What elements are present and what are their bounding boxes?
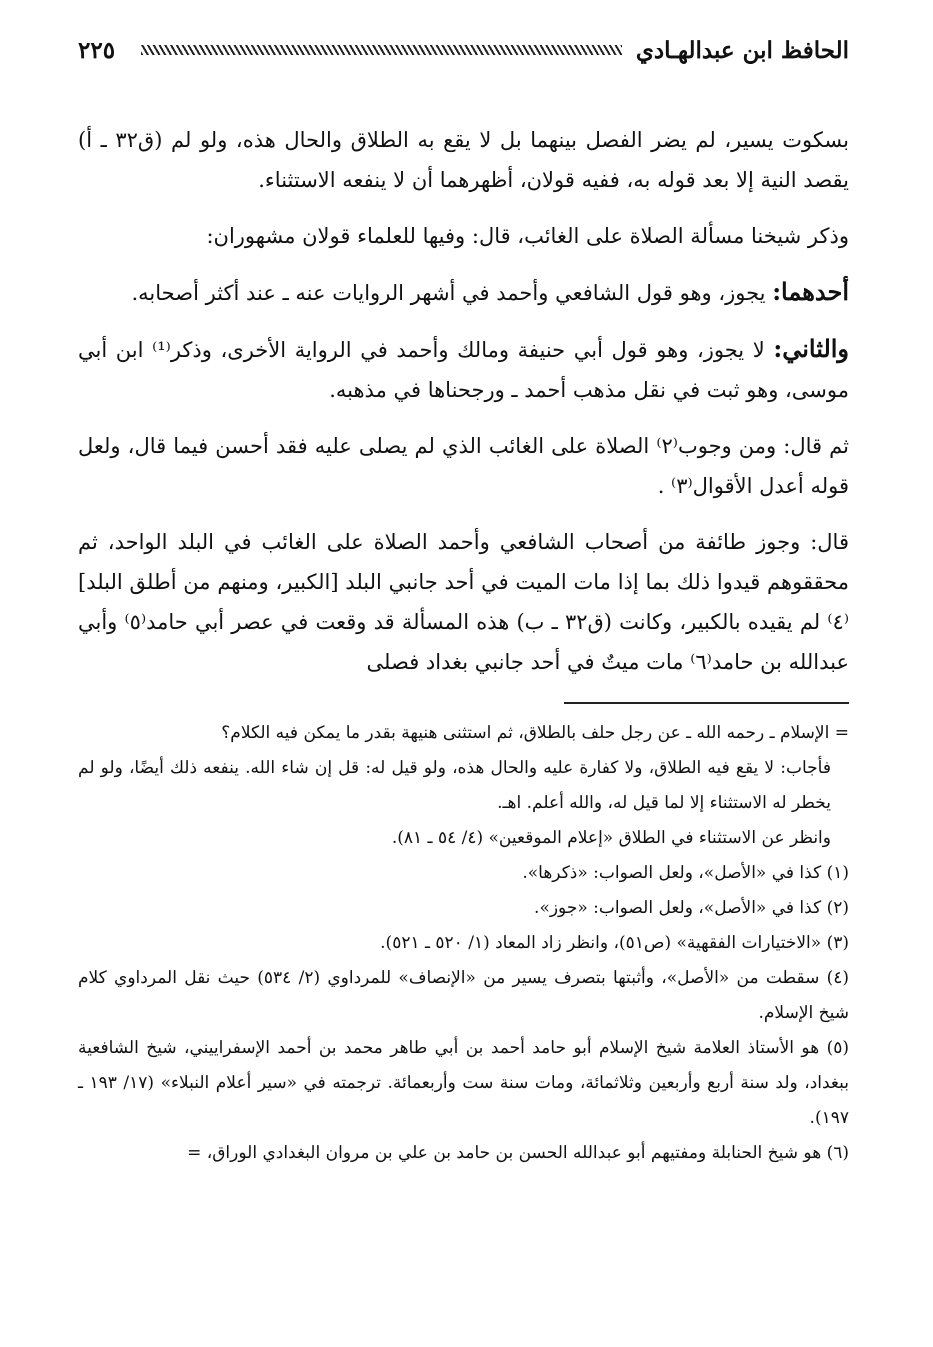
paragraph: ثم قال: ومن وجوب⁽٢⁾ الصلاة على الغائب الذي لم يصلى عليه فقد أحسن فيما قال، ولعل قوله أعدل الأقوال⁽٣⁾ . xyxy=(78,434,849,498)
paragraph-text: يجوز، وهو قول الشافعي وأحمد في أشهر الروايات عنه ـ عند أكثر أصحابه. xyxy=(131,281,773,305)
footnote-item: (٤) سقطت من «الأصل»، وأثبتها بتصرف يسير من «الإنصاف» للمرداوي (٢/ ٥٣٤) حيث نقل المرداوي كلام شيخ الإسلام. xyxy=(78,968,849,1023)
paragraph-lead: والثاني: xyxy=(773,334,850,363)
footnote-continuation: فأجاب: لا يقع فيه الطلاق، ولا كفارة عليه والحال هذه، ولو قيل له: قل إن شاء الله. ينفعه ذلك أيضًا، ولو لم يخطر له الاستثناء إلا لما قيل له، والله أعلم. اهـ. xyxy=(78,758,831,813)
footnote-item: (٢) كذا في «الأصل»، ولعل الصواب: «جوز». xyxy=(534,898,849,918)
page-number: ٢٢٥ xyxy=(78,36,116,64)
paragraph xyxy=(78,272,849,313)
paragraph: بسكوت يسير، لم يضر الفصل بينهما بل لا يقع به الطلاق والحال هذه، ولو لم (ق٣٢ ـ أ) يقصد النية إلا بعد قوله به، ففيه قولان، أظهرهما أن لا ينفعه الاستثناء. xyxy=(78,128,849,192)
footnote-item: (١) كذا في «الأصل»، ولعل الصواب: «ذكرها». xyxy=(522,863,849,883)
paragraph: وذكر شيخنا مسألة الصلاة على الغائب، قال: وفيها للعلماء قولان مشهوران: xyxy=(206,224,849,248)
footnote-divider xyxy=(564,702,849,704)
main-text xyxy=(78,120,849,682)
footnote-item: (٦) هو شيخ الحنابلة ومفتيهم أبو عبدالله الحسن بن حامد بن علي بن مروان البغدادي الوراق، = xyxy=(187,1143,849,1163)
footnote-item: (٥) هو الأستاذ العلامة شيخ الإسلام أبو حامد أحمد بن أبي طاهر محمد بن أحمد الإسفراييني، شيخ الشافعية ببغداد، ولد سنة أربع وأربعين وثلاثمائة، ومات سنة ست وأربعمائة. ترجمته في «سير أعلام النبلاء» (١٧/ ١٩٣ ـ ١٩٧). xyxy=(78,1038,849,1128)
paragraph: قال: وجوز طائفة من أصحاب الشافعي وأحمد الصلاة على الغائب في البلد الواحد، ثم محققوهم قيدوا ذلك بما إذا مات الميت في أحد جانبي البلد [الكبير، ومنهم من أطلق البلد]⁽٤⁾ لم يقيده بالكبير، وكانت (ق٣٢ ـ ب) هذه المسألة قد وقعت في عصر أبي حامد⁽٥⁾ وأبي عبدالله بن حامد⁽٦⁾ مات ميتٌ في أحد جانبي بغداد فصلى xyxy=(78,530,849,674)
footnote-continuation: وانظر عن الاستثناء في الطلاق «إعلام الموقعين» (٤/ ٥٤ ـ ٨١). xyxy=(391,828,831,848)
page-header xyxy=(78,30,849,70)
footnote-item: (٣) «الاختيارات الفقهية» (ص٥١)، وانظر زاد المعاد (١/ ٥٢٠ ـ ٥٢١). xyxy=(380,933,849,953)
header-hatch-rule xyxy=(141,45,622,55)
paragraph-text: لا يجوز، وهو قول أبي حنيفة ومالك وأحمد في الرواية الأخرى، وذكر⁽¹⁾ ابن أبي موسى، وهو ثبت في نقل مذهب أحمد ـ ورجحناها في مذهبه. xyxy=(78,338,849,402)
footnote-continuation: = الإسلام ـ رحمه الله ـ عن رجل حلف بالطلاق، ثم استثنى هنيهة بقدر ما يمكن فيه الكلام؟ xyxy=(221,723,849,743)
paragraph xyxy=(78,329,849,410)
running-title: الحافظ ابن عبدالهـادي xyxy=(635,36,849,64)
footnotes xyxy=(78,716,849,1171)
paragraph-lead: أحدهما: xyxy=(772,277,849,306)
